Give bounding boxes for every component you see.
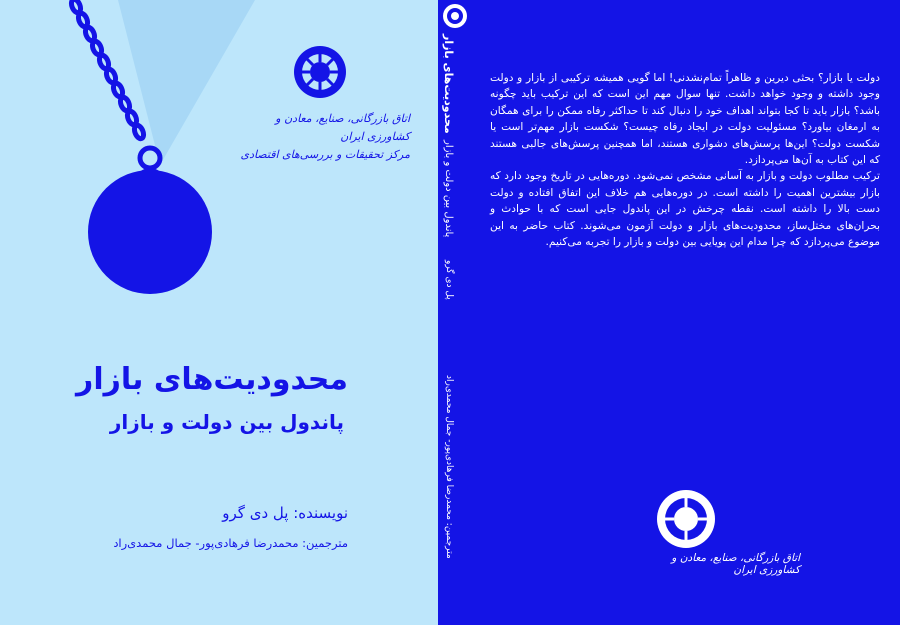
blurb-paragraph-1: دولت یا بازار؟ بحثی دیرین و ظاهراً تمام‌نشدنی! اما گویی همیشه ترکیبی از بازار و دولت وجود داشته و وجود خواهد داشت. تنها سوال مهم این است که این ترکیب باید چگونه باشد؟ بازار باید تا کجا بتواند اهداف خود را دنبال کند تا حداکثر رفاه ممکن را برای همگان به ارمغان بیاورد؟ مسئولیت دولت در ایجاد رفاه چیست؟ شکست بازار مهم‌تر است یا شکست دولت؟ این‌ها پرسش‌های دشواری هستند، اما همچنین پرسش‌های جالبی هستند که این کتاب به آن‌ها می‌پردازد. <box>490 72 880 167</box>
translators-line: مترجمین: محمدرضا فرهادی‌پور- جمال محمدی‌راد <box>113 536 348 550</box>
ball-ring <box>140 148 160 168</box>
back-publisher-name: اتاق بازرگانی، صنایع، معادن و کشاورزی ایران <box>671 552 800 576</box>
front-cover <box>0 0 438 625</box>
logo-icon <box>294 46 346 98</box>
spine-subtitle: پاندول بین دولت و بازار <box>443 140 454 238</box>
spine-title: محدودیت‌های بازار <box>442 34 455 134</box>
back-blurb <box>490 70 880 250</box>
author-line: نویسنده: پل دی گرو <box>222 504 348 522</box>
blurb-paragraph-2: ترکیب مطلوب دولت و بازار به آسانی مشخص نمی‌شود. دوره‌هایی در تاریخ وجود دارد که بازار بیشترین اهمیت را داشته است. در دوره‌هایی هم خلاف این اتفاق افتاده و دولت دست بالا را داشته است. نقطه چرخش در این پاندول جایی است که با حوادث و بحران‌های مختل‌ساز، محدودیت‌های بازار و دولت آزمون می‌شوند. کتاب حاضر به این موضوع می‌پردازد که چرا مدام این پویایی بین دولت و بازار را تجربه می‌کنیم. <box>490 170 880 249</box>
book-title: محدودیت‌های بازار <box>76 362 348 397</box>
book-subtitle: پاندول بین دولت و بازار <box>109 410 344 434</box>
publisher-line-2: مرکز تحقیقات و بررسی‌های اقتصادی <box>240 148 410 161</box>
publisher-name <box>230 110 410 164</box>
wrecking-ball <box>88 170 212 294</box>
publisher-line-1: اتاق بازرگانی، صنایع، معادن و کشاورزی ایران <box>275 112 410 143</box>
spine-translators: مترجمین: محمدرضا فرهادی‌پور- جمال محمدی‌راد <box>444 375 454 559</box>
back-logo-icon <box>655 488 717 550</box>
wrecking-ball-illustration <box>0 0 438 625</box>
spine-author: پل دی گرو <box>444 260 454 300</box>
spine-logo-icon <box>441 2 469 30</box>
